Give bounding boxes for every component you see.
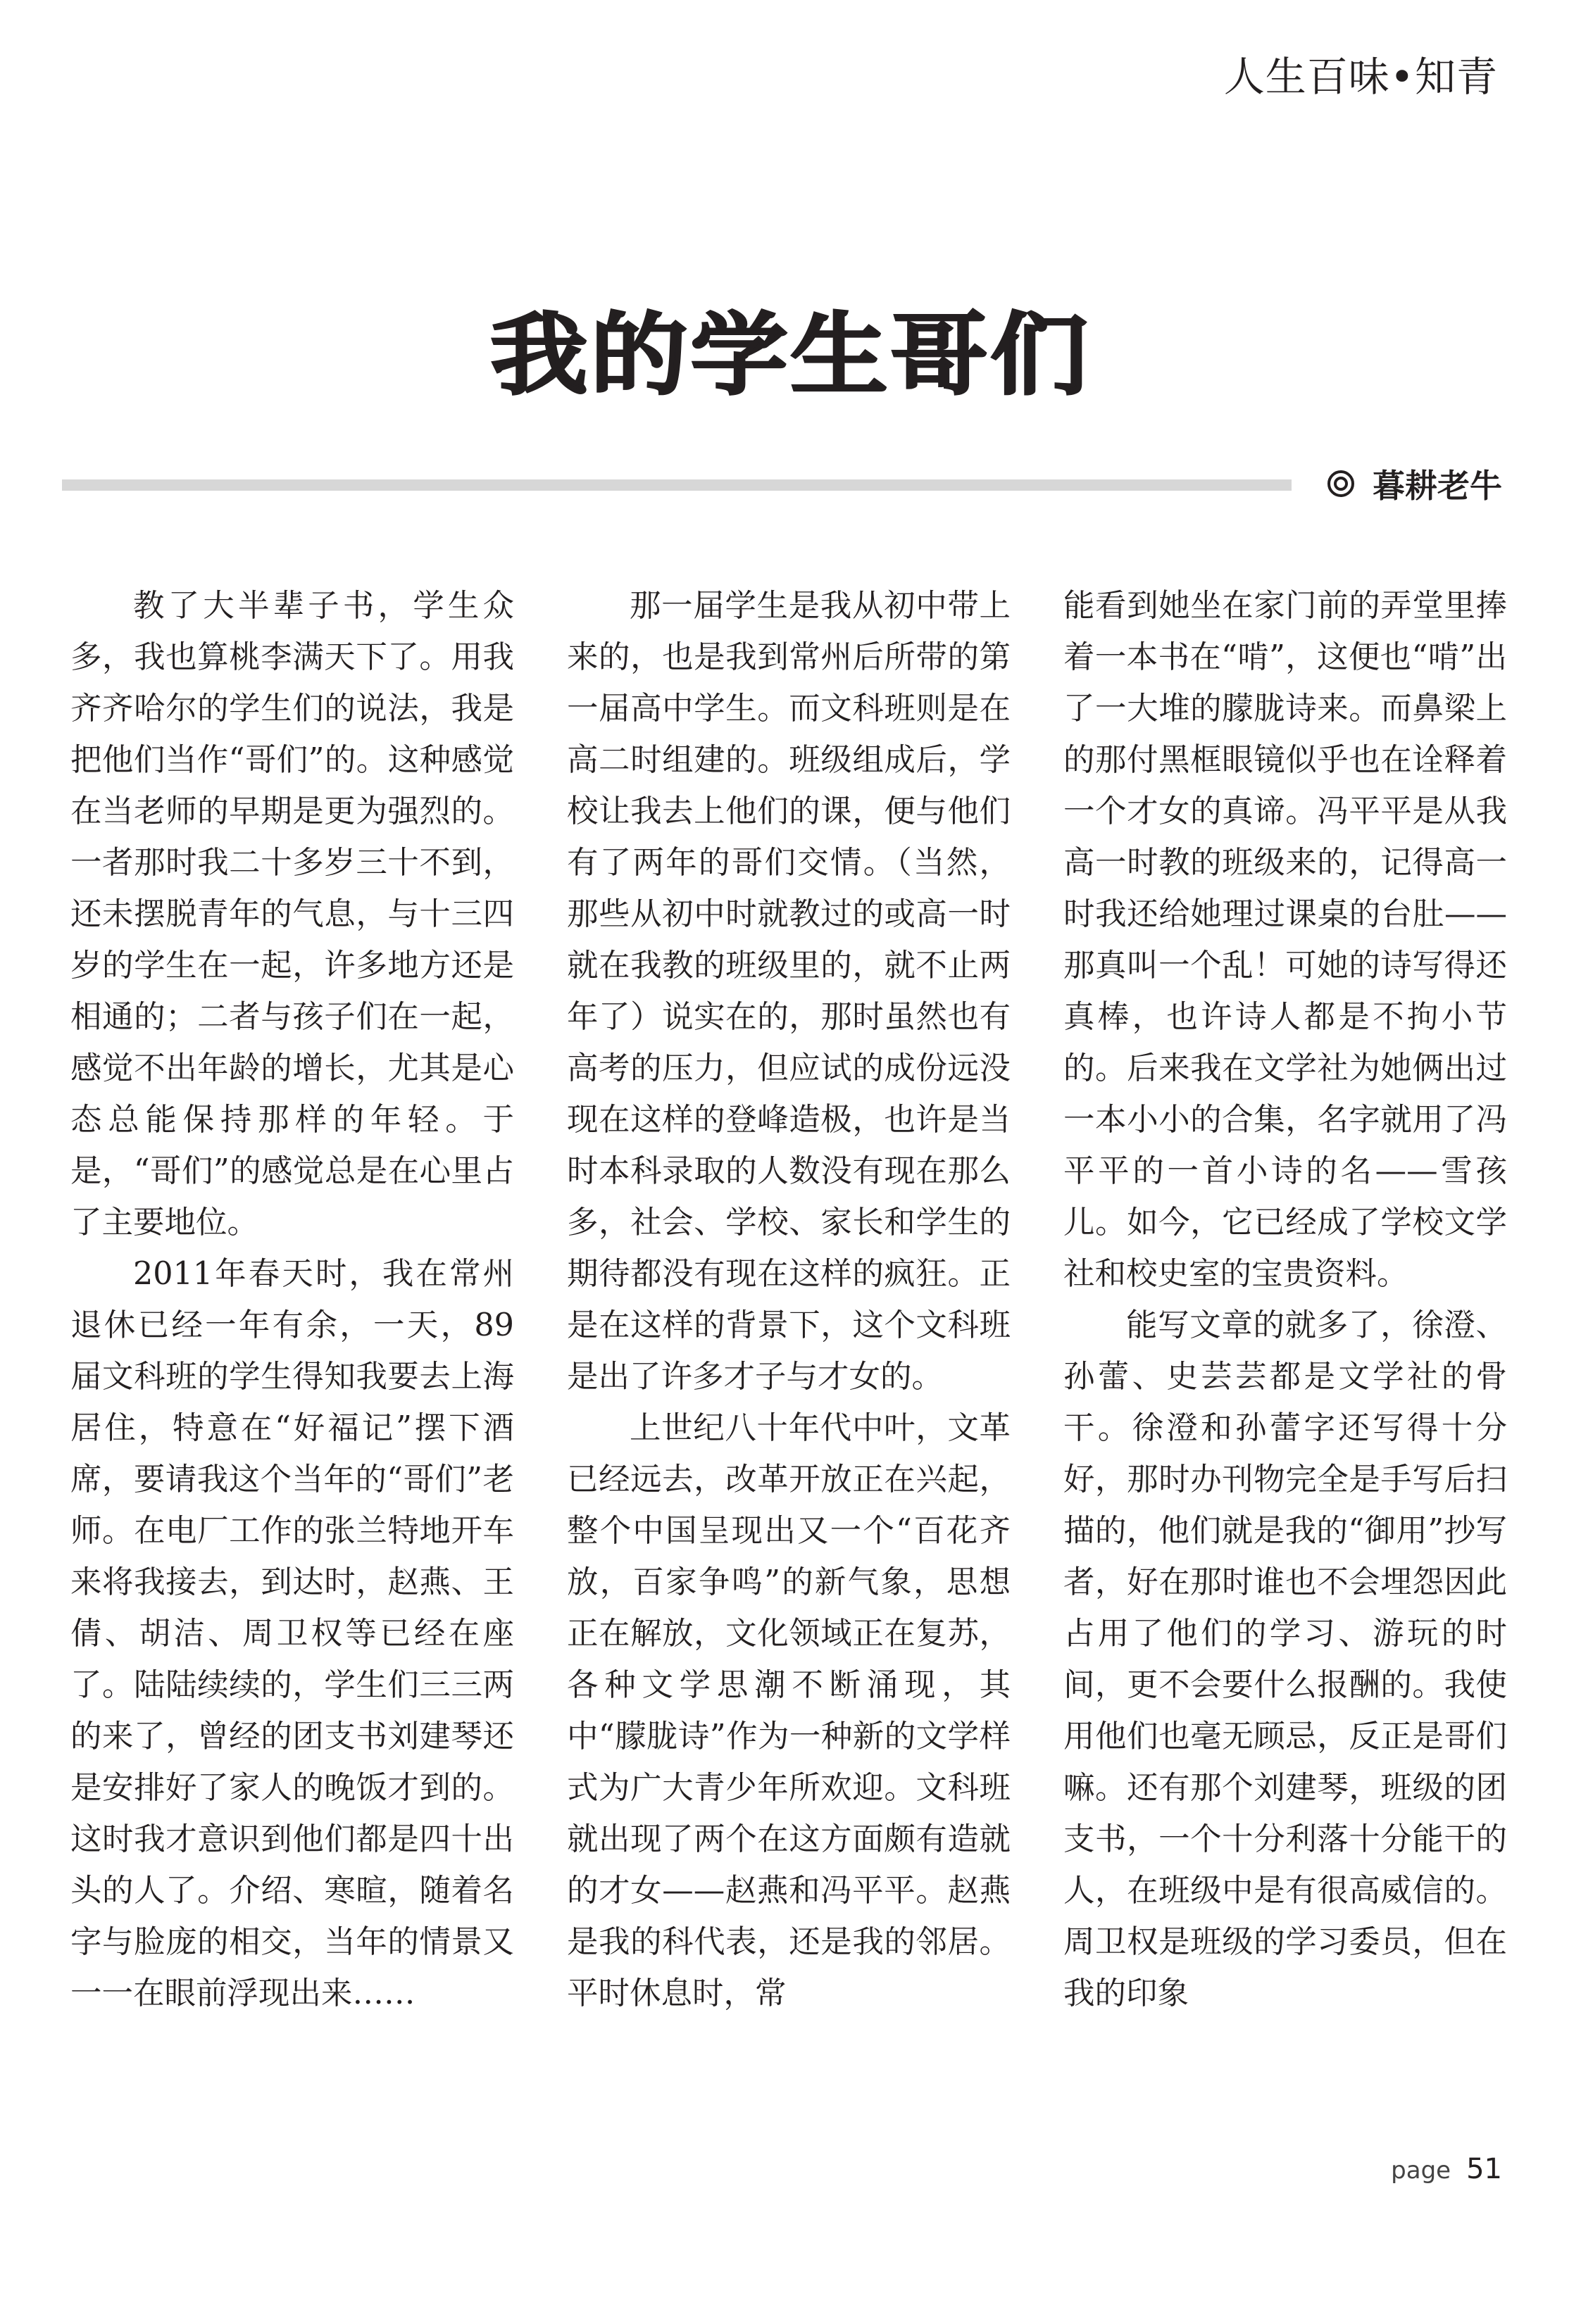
byline-divider	[62, 479, 1292, 491]
paragraph: 教了大半辈子书，学生众多，我也算桃李满天下了。用我齐齐哈尔的学生们的说法，我是把他们当作“哥们”的。这种感觉在当老师的早期是更为强烈的。一者那时我二十多岁三十不到，还未摆脱青年的气息，与十三四岁的学生在一起，许多地方还是相通的；二者与孩子们在一起，感觉不出年龄的增长，尤其是心态总能保持那样的年轻。于是，“哥们”的感觉总是在心里占了主要地位。	[70, 588, 514, 1240]
page-label: page	[1391, 2156, 1451, 2185]
paragraph: 那一届学生是我从初中带上来的，也是我到常州后所带的第一届高中学生。而文科班则是在高二时组建的。班级组成后，学校让我去上他们的课，便与他们有了两年的哥们交情。（当然，那些从初中时就教过的或高一时就在我教的班级里的，就不止两年了）说实在的，那时虽然也有高考的压力，但应试的成份远没现在这样的登峰造极，也许是当时本科录取的人数没有现在那么多，社会、学校、家长和学生的期待都没有现在这样的疯狂。正是在这样的背景下，这个文科班是出了许多才子与才女的。	[567, 588, 1011, 1395]
author-byline	[1327, 460, 1502, 507]
article-title: 我的学生哥们	[490, 303, 1091, 408]
text-column-1	[70, 580, 514, 2150]
text-column-2	[567, 580, 1011, 2150]
page-number: 51	[1466, 2153, 1502, 2185]
double-circle-icon	[1327, 470, 1354, 497]
paragraph: 上世纪八十年代中叶，文革已经远去，改革开放正在兴起，整个中国呈现出又一个“百花齐放，百家争鸣”的新气象，思想正在解放，文化领域正在复苏，各种文学思潮不断涌现，其中“朦胧诗”作为一种新的文学样式为广大青少年所欢迎。文科班就出现了两个在这方面颇有造就的才女——赵燕和冯平平。赵燕是我的科代表，还是我的邻居。平时休息时，常	[567, 1410, 1011, 2011]
page-footer	[1391, 2153, 1502, 2185]
article-body	[70, 580, 1507, 2150]
text-column-3	[1063, 580, 1507, 2150]
paragraph: 能看到她坐在家门前的弄堂里捧着一本书在“啃”，这便也“啃”出了一大堆的朦胧诗来。而鼻梁上的那付黑框眼镜似乎也在诠释着一个才女的真谛。冯平平是从我高一时教的班级来的，记得高一时我还给她理过课桌的台肚——那真叫一个乱！可她的诗写得还真棒，也许诗人都是不拘小节的。后来我在文学社为她俩出过一本小小的合集，名字就用了冯平平的一首小诗的名——雪孩儿。如今，它已经成了学校文学社和校史室的宝贵资料。	[1063, 588, 1507, 1292]
paragraph: 2011年春天时，我在常州退休已经一年有余，一天，89届文科班的学生得知我要去上海居住，特意在“好福记”摆下酒席，要请我这个当年的“哥们”老师。在电厂工作的张兰特地开车来将我接去，到达时，赵燕、王倩、胡洁、周卫权等已经在座了。陆陆续续的，学生们三三两的来了，曾经的团支书刘建琴还是安排好了家人的晚饭才到的。这时我才意识到他们都是四十出头的人了。介绍、寒暄，随着名字与脸庞的相交，当年的情景又一一在眼前浮现出来……	[70, 1256, 514, 2011]
paragraph: 能写文章的就多了，徐澄、孙蕾、史芸芸都是文学社的骨干。徐澄和孙蕾字还写得十分好，那时办刊物完全是手写后扫描的，他们就是我的“御用”抄写者，好在那时谁也不会埋怨因此占用了他们的学习、游玩的时间，更不会要什么报酬的。我使用他们也毫无顾忌，反正是哥们嘛。还有那个刘建琴，班级的团支书，一个十分利落十分能干的人，在班级中是有很高威信的。周卫权是班级的学习委员，但在我的印象	[1063, 1307, 1507, 2011]
author-name: 暮耕老牛	[1373, 467, 1502, 505]
section-tag: 人生百味•知青	[1223, 53, 1498, 101]
